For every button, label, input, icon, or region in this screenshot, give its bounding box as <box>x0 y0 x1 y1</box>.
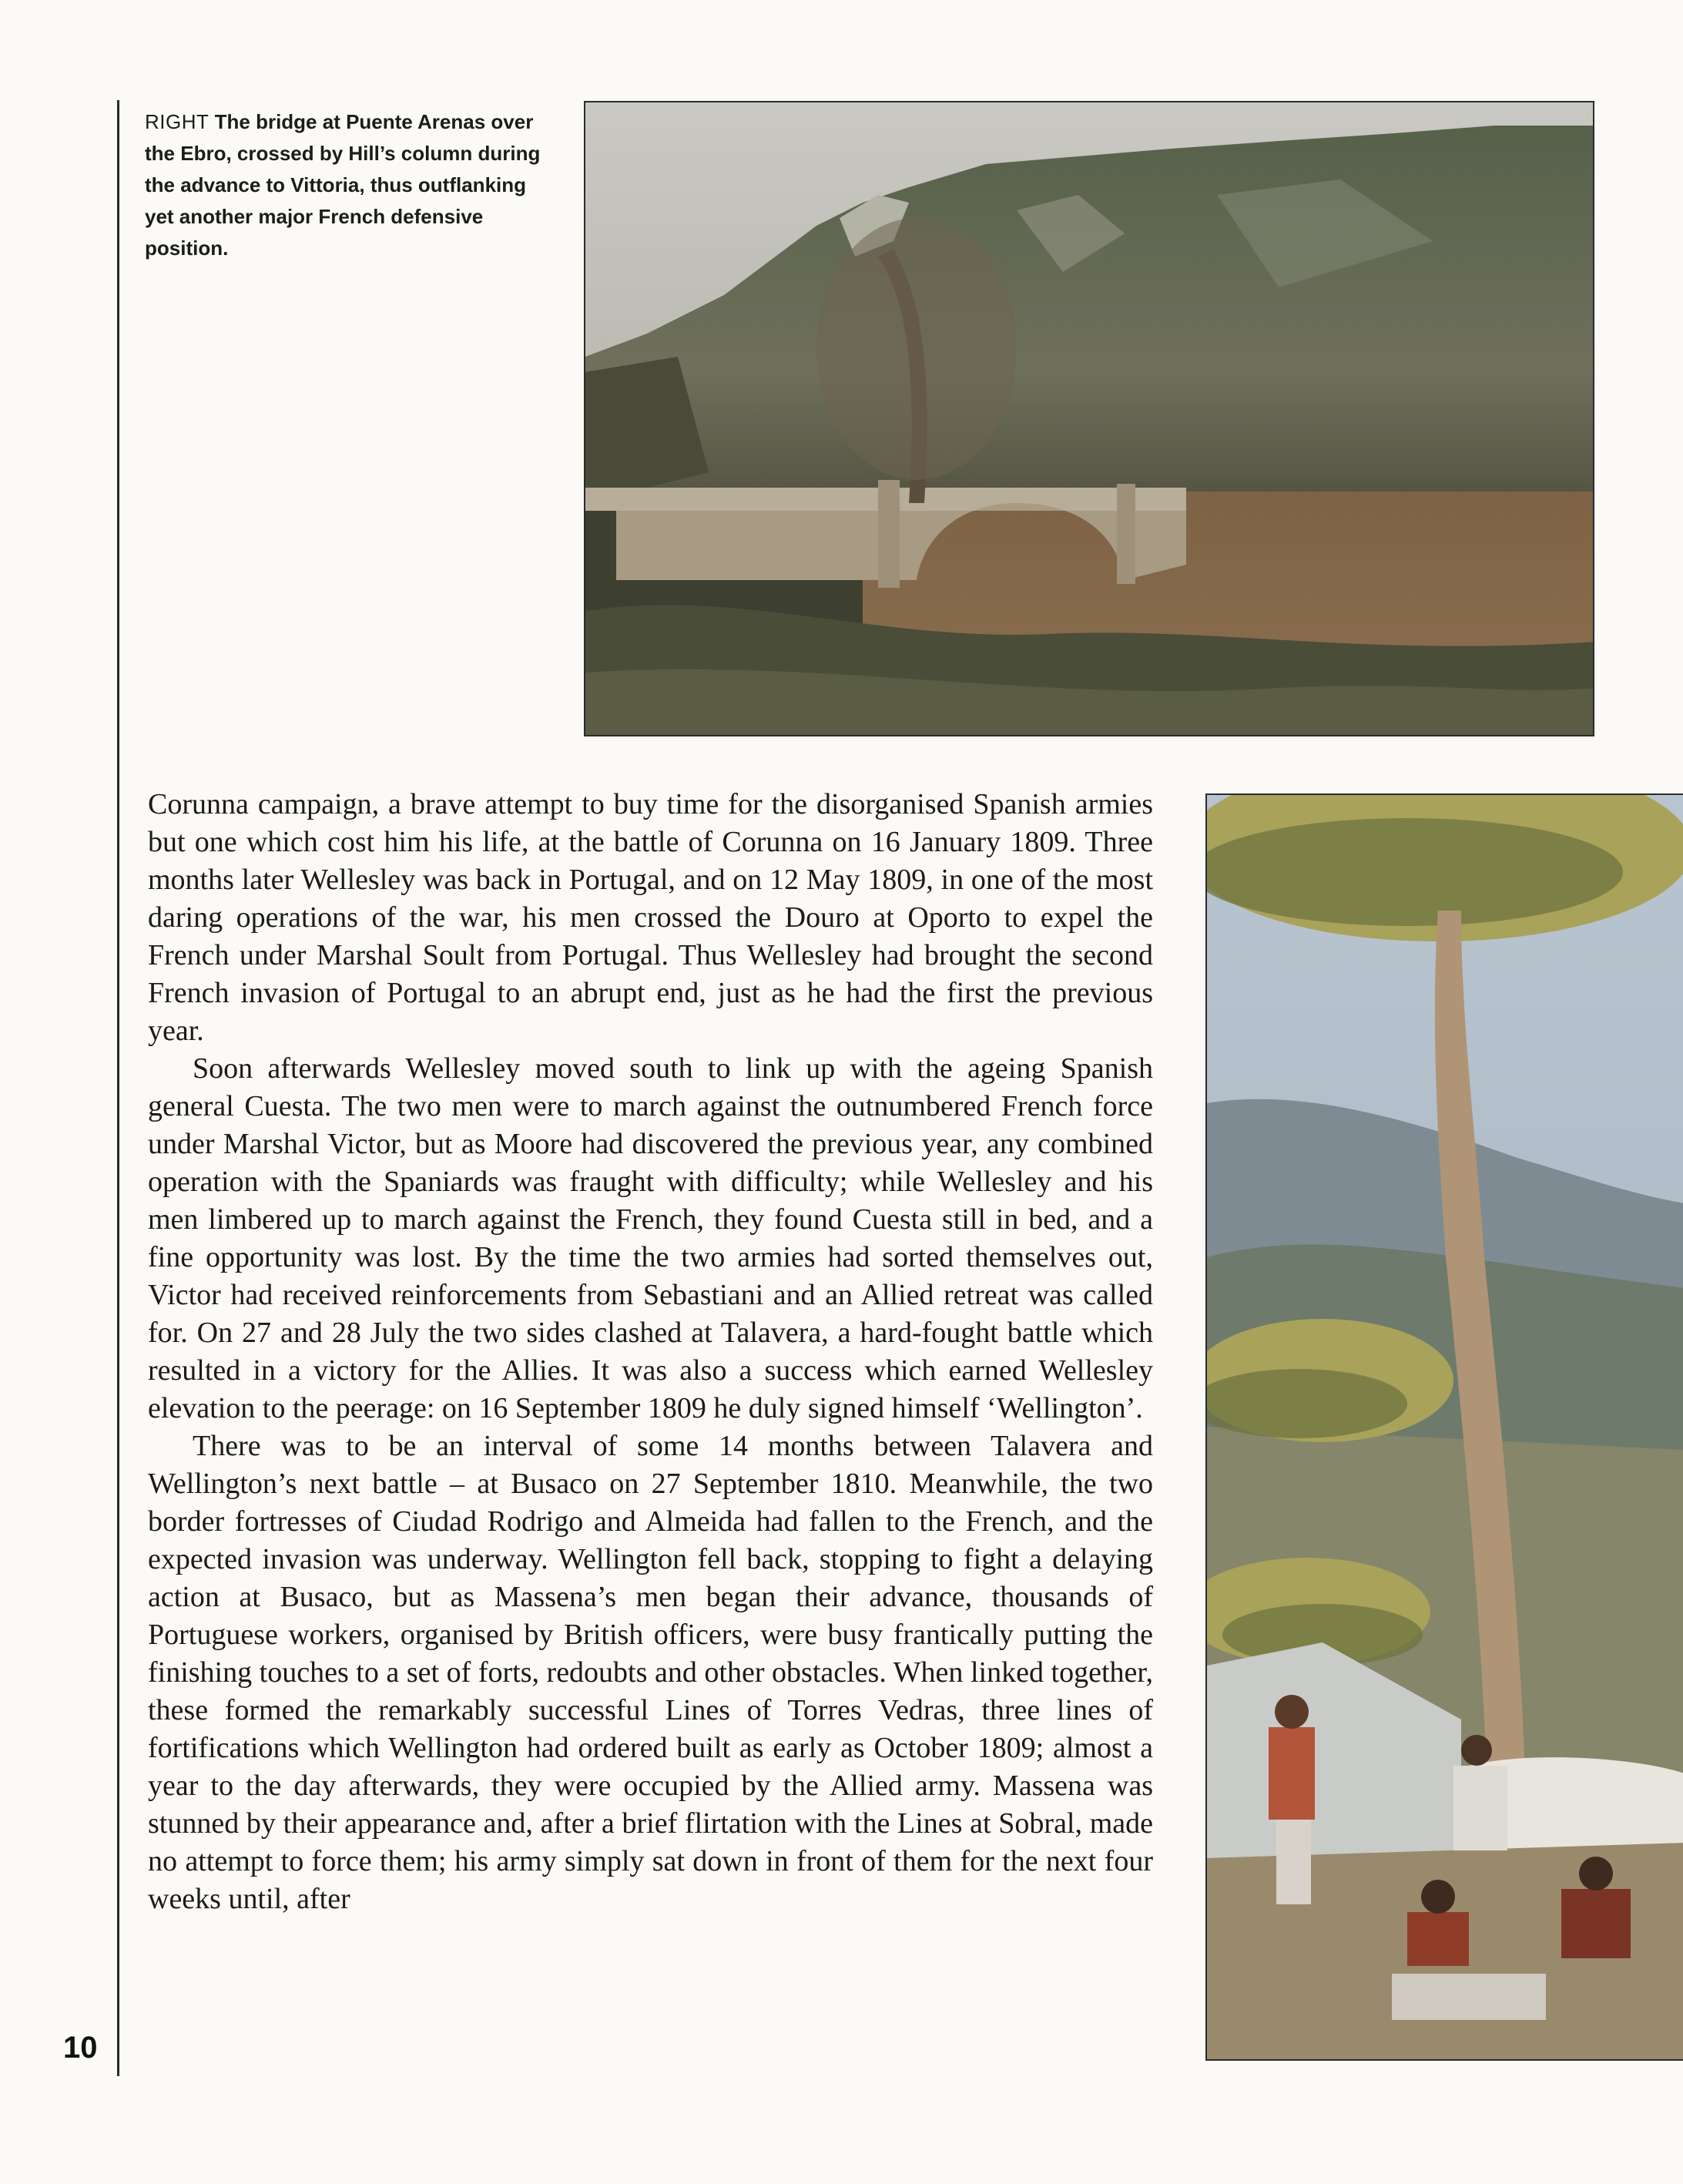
paragraph-1: Corunna campaign, a brave attempt to buy time for the disorganised Spanish armies but one which cost him his life, at the battle of Corunna on 16 January 1809. Three months later Wellesley was back in Portugal, and on 12 May 1809, in one of the most daring operations of the war, his men crossed the Douro at Oporto to expel the French under Marshal Soult from Portugal. Thus Wellesley had brought the second French invasion of Portugal to an abrupt end, just as he had the first the previous year. <box>148 788 1153 1047</box>
bridge-photo <box>584 101 1594 736</box>
caption-lead: RIGHT <box>145 110 210 133</box>
bridge-photo-illustration <box>585 102 1594 736</box>
paragraph-2: Soon afterwards Wellesley moved south to link up with the ageing Spanish general Cuesta. The two men were to march against the outnumbered French force under Marshal Victor, but as Moore had discovered the previous year, any combined operation with the Spaniards was fraught with difficulty; while Wellesley and his men limbered up to march against the French, they found Cuesta still in bed, and a fine opportunity was lost. By the time the two armies had sorted themselves out, Victor had received reinforcements from Sebastiani and an Allied retreat was called for. On 27 and 28 July the two sides clashed at Talavera, a hard-fought battle which resulted in a victory for the Allies. It was also a success which earned Wellesley elevation to the peerage: on 16 September 1809 he duly signed himself ‘Wellington’. <box>148 1052 1153 1424</box>
photo-caption <box>145 106 545 264</box>
paragraph-3: There was to be an interval of some 14 months between Talavera and Wellington’s next battle – at Busaco on 27 September 1810. Meanwhile, the two border fortresses of Ciudad Rodrigo and Almeida had fallen to the French, and the expected invasion was underway. Wellington fell back, stopping to fight a delaying action at Busaco, but as Massena’s men began their advance, thousands of Portuguese workers, organised by British officers, were busy frantically putting the finishing touches to a set of forts, redoubts and other obstacles. When linked together, these formed the remarkably successful Lines of Torres Vedras, three lines of fortifications which Wellington had ordered built as early as October 1809; almost a year to the day afterwards, they were occupied by the Allied army. Massena was stunned by their appearance and, after a brief flirtation with the Lines at Sobral, made no attempt to force them; his army simply sat down in front of them for the next four weeks until, after <box>148 1430 1153 1915</box>
article-text <box>148 786 1153 1918</box>
page-number: 10 <box>63 2031 98 2065</box>
camp-painting-illustration <box>1207 795 1683 2061</box>
caption-text: The bridge at Puente Arenas over the Ebro, crossed by Hill’s column during the advance to Vittoria, thus outflanking yet another major French defensive position. <box>145 110 541 260</box>
margin-rule <box>117 100 119 2076</box>
painting-photo <box>1205 793 1683 2061</box>
